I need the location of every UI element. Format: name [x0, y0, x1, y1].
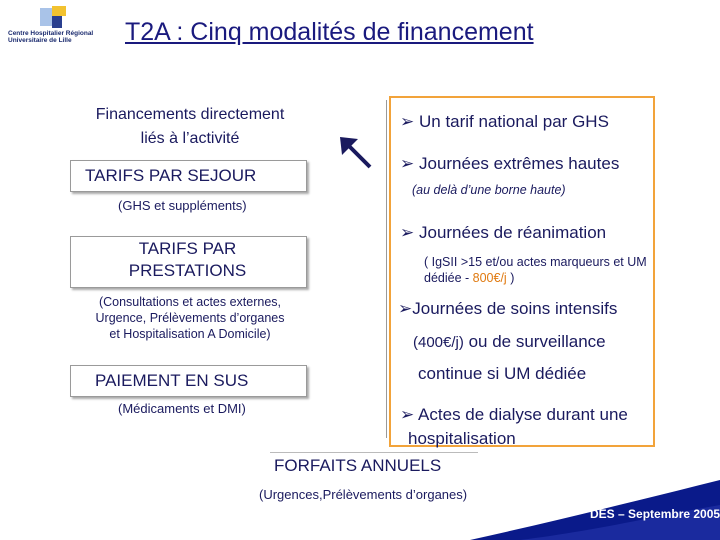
item-soins-intensifs-cont: continue si UM dédiée: [418, 364, 587, 383]
bullet-arrow-icon: ➢: [400, 154, 415, 173]
prestations-label: [70, 238, 305, 282]
item-tarif-national: [400, 112, 609, 132]
bullet-arrow-icon: ➢: [398, 299, 413, 318]
sus-label: PAIEMENT EN SUS: [95, 371, 249, 390]
soins-intensifs-price: (400€/j): [413, 334, 464, 351]
prestations-sub: [70, 294, 310, 342]
soins-intensifs-or: ou de surveillance: [463, 332, 606, 351]
forfaits-sub: (Urgences,Prélèvements d’organes): [259, 487, 468, 502]
footer-text: DES – Septembre 2005: [590, 507, 720, 521]
item-reanimation-sub-line2: [424, 270, 664, 286]
bullet-arrow-icon: ➢: [400, 405, 415, 424]
item-soins-intensifs-price-line: [413, 332, 606, 352]
page-title: T2A : Cinq modalités de financement: [125, 18, 534, 46]
forfaits-label: FORFAITS ANNUELS: [274, 456, 442, 475]
hospital-logo-icon: [40, 6, 70, 28]
left-heading-line2: liés à l’activité: [140, 130, 240, 147]
prestations-sub-line2: Urgence, Prélèvements d’organes: [95, 311, 285, 325]
item-reanimation-sub: [424, 254, 664, 286]
item-journees-extremes-text: Journées extrêmes hautes: [418, 154, 620, 173]
reanimation-sub-text: dédiée -: [424, 271, 473, 285]
item-journees-extremes: [400, 154, 619, 174]
item-dialyse: [400, 405, 628, 425]
reanimation-price: 800€/j: [472, 271, 507, 285]
item-dialyse-line2: hospitalisation: [408, 429, 516, 448]
item-reanimation-text: Journées de réanimation: [418, 223, 607, 242]
item-soins-intensifs: [398, 299, 617, 319]
item-tarif-national-text: Un tarif national par GHS: [418, 112, 609, 131]
left-heading: [70, 103, 310, 151]
prestations-sub-line3: et Hospitalisation A Domicile): [109, 327, 271, 341]
bullet-arrow-icon: ➢: [400, 223, 415, 242]
item-reanimation: [400, 223, 606, 243]
logo-line1: Centre Hospitalier Régional: [8, 30, 94, 37]
logo-line2: Universitaire de Lille: [8, 37, 72, 44]
prestations-sub-line1: (Consultations et actes externes,: [98, 295, 282, 309]
logo: [8, 6, 98, 50]
bullet-arrow-icon: ➢: [400, 112, 415, 131]
separator-line: [386, 100, 387, 438]
item-journees-extremes-sub: (au delà d’une borne haute): [412, 183, 566, 197]
prestations-label-line2: PRESTATIONS: [128, 261, 247, 280]
footer-band: [0, 460, 720, 540]
sejour-sub: (GHS et suppléments): [118, 198, 247, 213]
left-heading-line1: Financements directement: [95, 106, 285, 123]
arrow-up-left-icon: [338, 135, 374, 171]
item-dialyse-text: Actes de dialyse durant une: [418, 405, 628, 424]
sejour-label: TARIFS PAR SEJOUR: [85, 166, 257, 185]
sus-sub: (Médicaments et DMI): [118, 401, 246, 416]
item-soins-intensifs-text: Journées de soins intensifs: [412, 299, 618, 318]
prestations-label-line1: TARIFS PAR: [138, 239, 237, 258]
reanimation-sub-close: ): [506, 271, 515, 285]
item-reanimation-sub-line1: ( IgSII >15 et/ou actes marqueurs et UM: [424, 255, 647, 269]
